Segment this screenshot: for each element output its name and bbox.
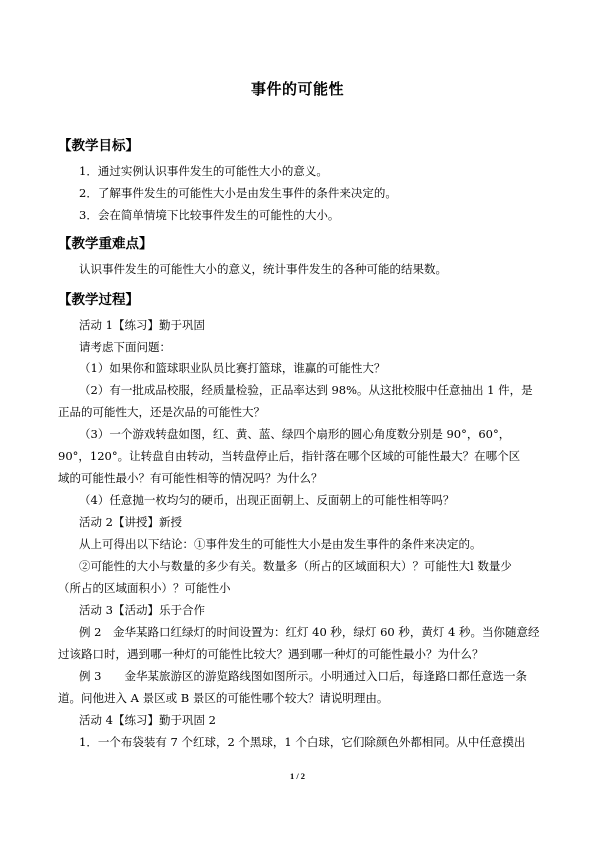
process-line: （4）任意抛一枚均匀的硬币，出现正面朝上、反面朝上的可能性相等吗？: [79, 493, 455, 507]
process-line: 例 3 金华某旅游区的游览路线图如图所示。小明通过入口后，每逢路口都任意选一条: [79, 669, 527, 683]
process-line: 活动 1【练习】勤于巩固: [79, 318, 205, 332]
document-title: 事件的可能性: [250, 80, 344, 98]
process-line: 90°，120°。让转盘自由转动，当转盘停止后，指针落在哪个区域的可能性最大？在哪个区: [58, 449, 521, 463]
process-line: 活动 4【练习】勤于巩固 2: [79, 713, 216, 727]
process-line: 域的可能性最小？有可能性相等的情况吗？为什么？: [58, 471, 323, 485]
process-line: （3）一个游戏转盘如图，红、黄、蓝、绿四个扇形的圆心角度数分别是 90°，60°，: [79, 427, 511, 441]
process-line: 过该路口时，遇到哪一种灯的可能性比较大？遇到哪一种灯的可能性最小？为什么？: [58, 647, 484, 661]
process-line: 1．一个布袋装有 7 个红球，2 个黑球，1 个白球，它们除颜色外都相同。从中任意摸出: [79, 735, 526, 749]
page-number: 1 / 2: [289, 771, 306, 781]
process-line: （2）有一批成品校服，经质量检验，正品率达到 98%。从这批校服中任意抽出 1 件，是: [79, 383, 533, 397]
process-line: 道。问他进入 A 景区或 B 景区的可能性哪个较大？请说明理由。: [58, 691, 389, 705]
goal-item: 2．了解事件发生的可能性大小是由发生事件的条件来决定的。: [79, 186, 397, 200]
key-points-text: 认识事件发生的可能性大小的意义，统计事件发生的各种可能的结果数。: [79, 262, 447, 276]
goal-item: 1．通过实例认识事件发生的可能性大小的意义。: [79, 164, 328, 178]
section-heading-key-points: 【教学重难点】: [58, 236, 153, 252]
process-line: 例 2 金华某路口红绿灯的时间设置为：红灯 40 秒，绿灯 60 秒，黄灯 4 秒。当你随意经: [79, 625, 540, 639]
process-line: 活动 3【活动】乐于合作: [79, 603, 205, 617]
section-heading-goals: 【教学目标】: [58, 138, 139, 154]
process-line: 正品的可能性大，还是次品的可能性大？: [58, 405, 265, 419]
goal-item: 3．会在简单情境下比较事件发生的可能性的大小。: [79, 208, 340, 222]
section-heading-process: 【教学过程】: [58, 292, 139, 308]
process-line: 请考虑下面问题：: [79, 340, 171, 354]
process-line: （1）如果你和篮球职业队员比赛打篮球，谁赢的可能性大？: [79, 361, 386, 375]
process-line: ②可能性的大小与数量的多少有关。数量多（所占的区域面积大）？可能性大l 数量少: [79, 559, 512, 573]
process-line: 从上可得出以下结论：①事件发生的可能性大小是由发生事件的条件来决定的。: [79, 537, 482, 551]
process-line: 活动 2【讲授】新授: [79, 515, 182, 529]
process-line: （所占的区域面积小）？可能性小: [58, 581, 231, 595]
